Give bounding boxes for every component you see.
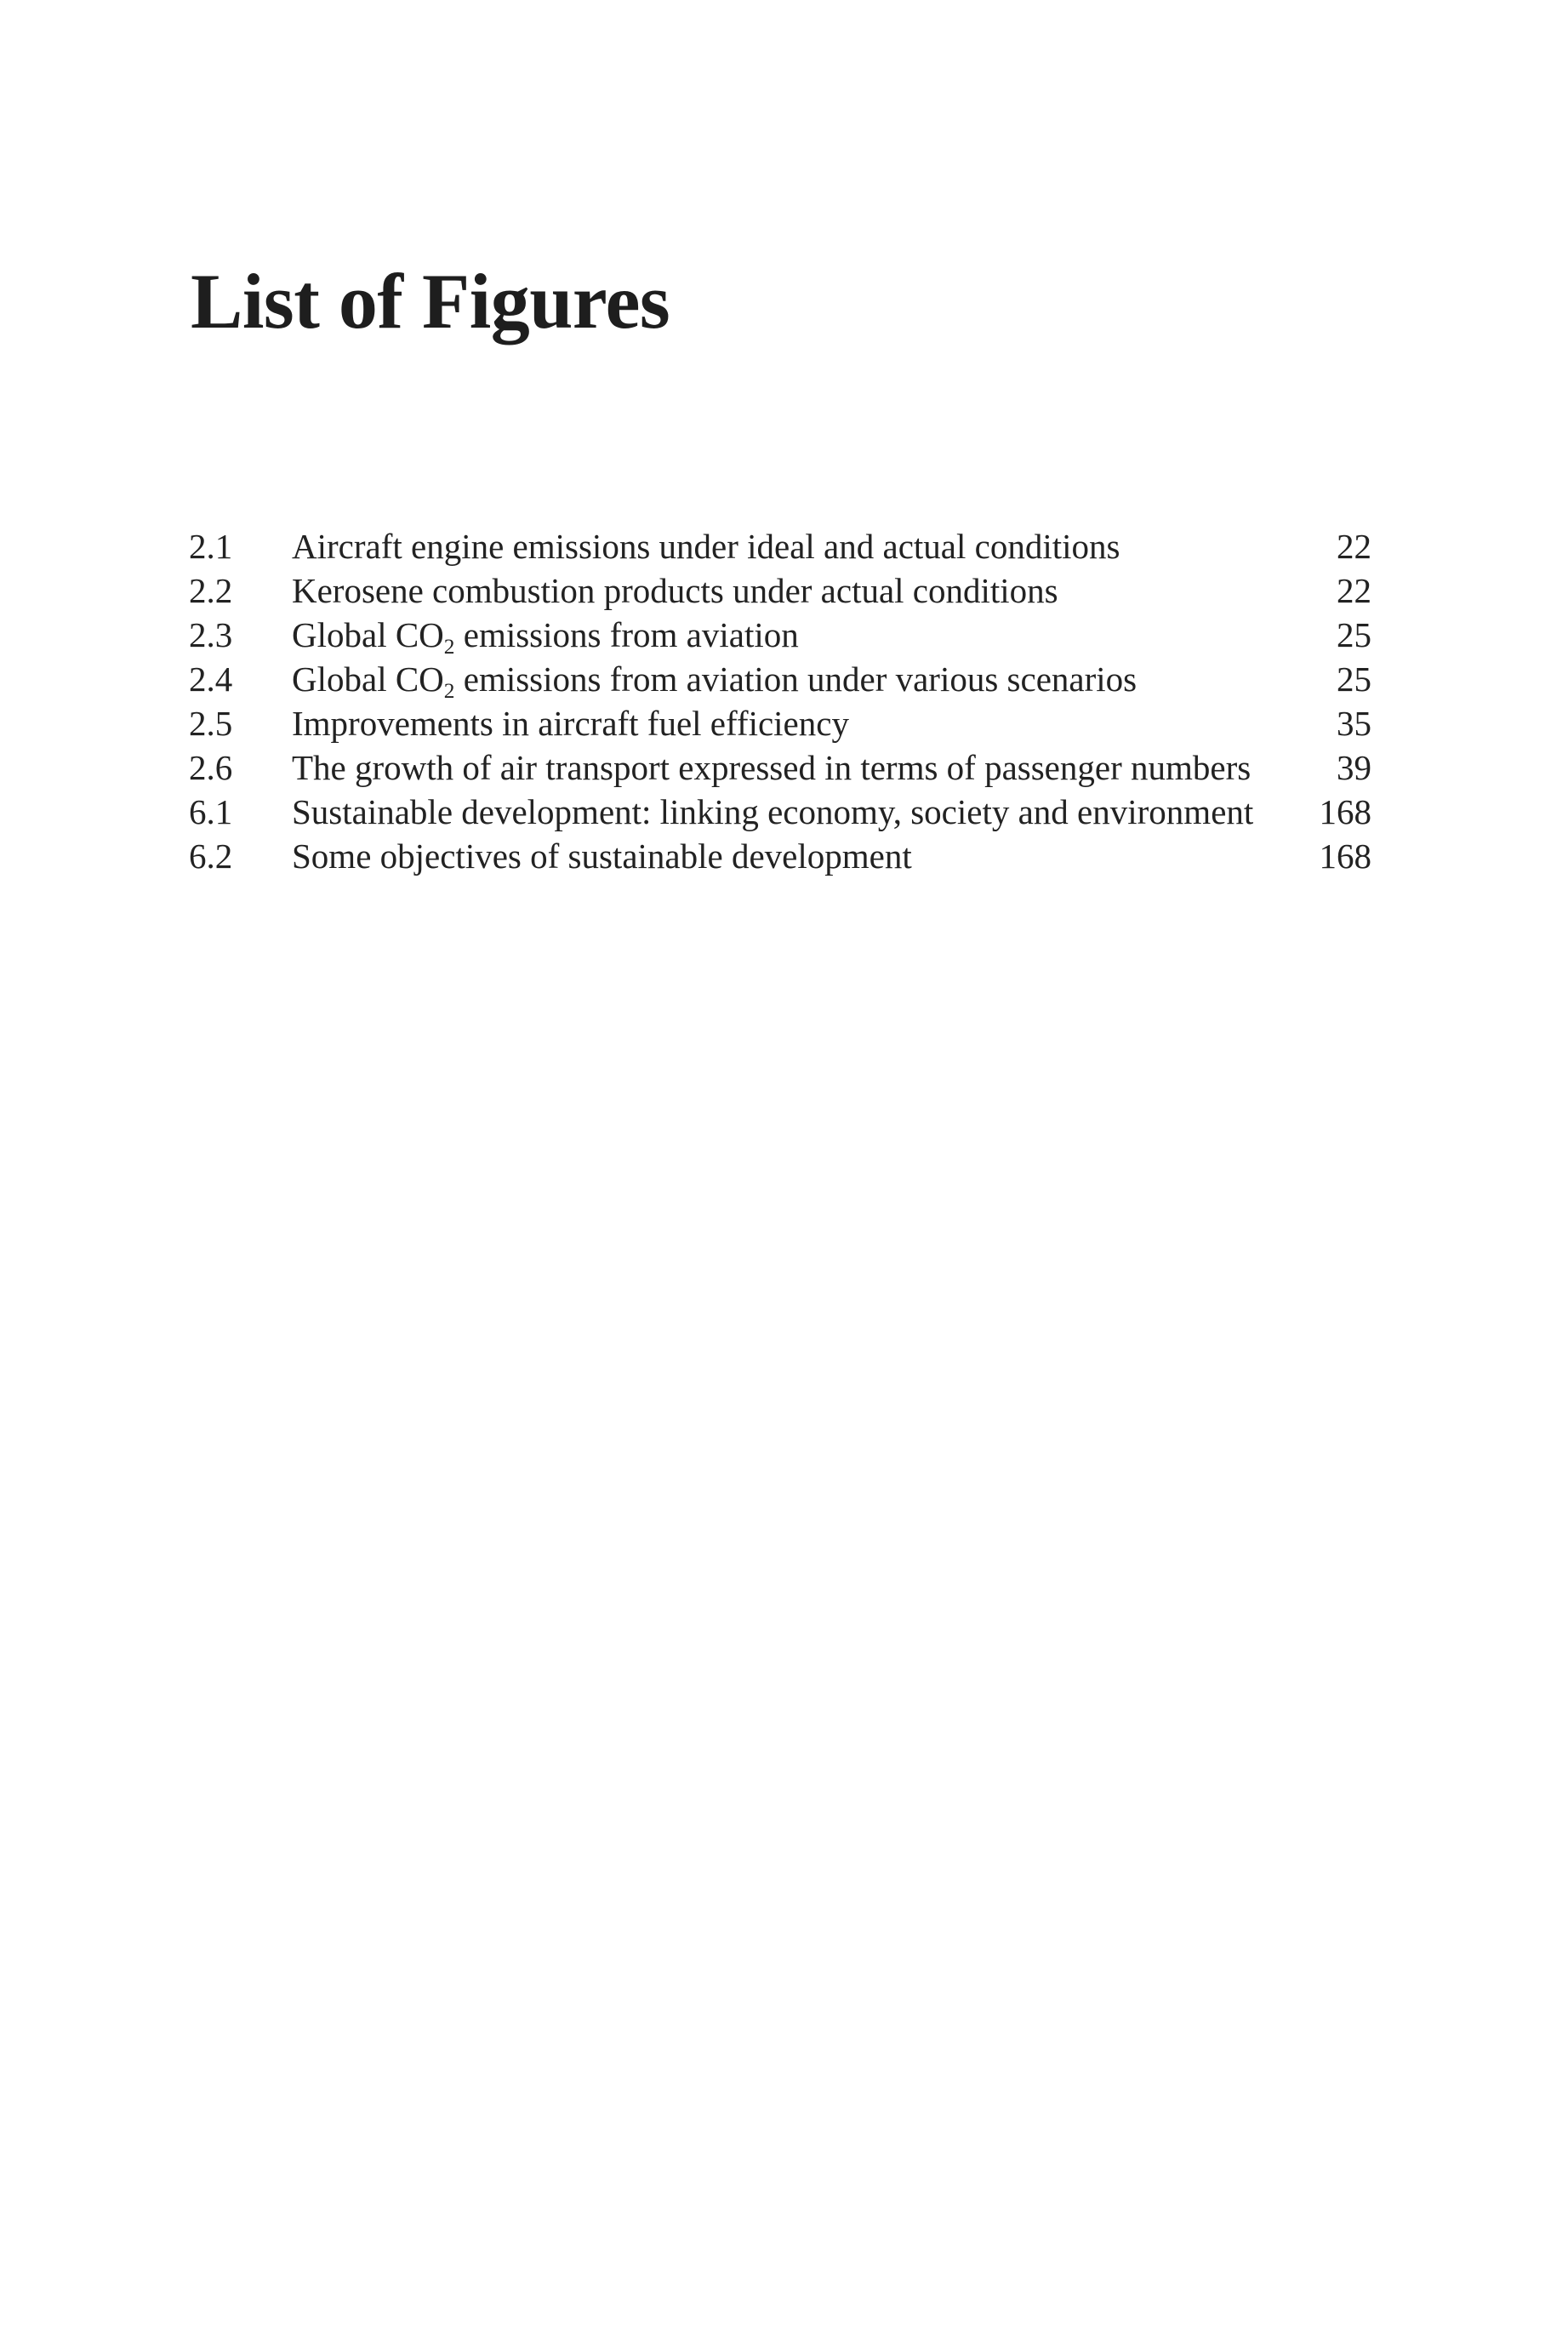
figure-number: 2.3 [189,615,233,654]
figure-entry [189,568,1371,613]
figure-page-number: 22 [1337,571,1371,610]
figure-page-number: 35 [1337,704,1371,743]
figure-number: 2.5 [189,704,233,743]
figure-page-number: 25 [1337,615,1371,654]
page-title: List of Figures [191,258,670,345]
figure-caption: Kerosene combustion products under actual conditions [292,571,1058,610]
figure-caption: Aircraft engine emissions under ideal and actual conditions [292,527,1120,566]
figure-caption: Global $CO_2$ emissions from aviation [292,615,799,659]
figure-caption: The growth of air transport expressed in terms of passenger numbers [292,748,1252,787]
figure-entry [189,745,1371,790]
figure-number: 6.2 [189,836,233,876]
figure-list [189,524,1371,878]
figure-page-number: 168 [1319,792,1371,831]
figure-entry [189,790,1371,834]
figure-page-number: 25 [1337,659,1371,699]
figure-caption: Global $CO_2$ emissions from aviation under various scenarios [292,659,1138,704]
figure-entry [189,613,1371,657]
figure-entry [189,834,1371,878]
figure-number: 6.1 [189,792,233,831]
figure-entry [189,524,1371,568]
figure-number: 2.4 [189,659,233,699]
figure-caption: Sustainable development: linking economy, society and environment [292,792,1254,831]
figure-number: 2.1 [189,527,233,566]
figure-entry [189,701,1371,745]
figure-number: 2.6 [189,748,233,787]
figure-page-number: 39 [1337,748,1371,787]
figure-page-number: 168 [1319,836,1371,876]
figure-caption: Improvements in aircraft fuel efficiency [292,704,849,743]
figure-page-number: 22 [1337,527,1371,566]
figure-entry [189,657,1371,704]
figure-number: 2.2 [189,571,233,610]
figure-caption: Some objectives of sustainable development [292,836,912,876]
